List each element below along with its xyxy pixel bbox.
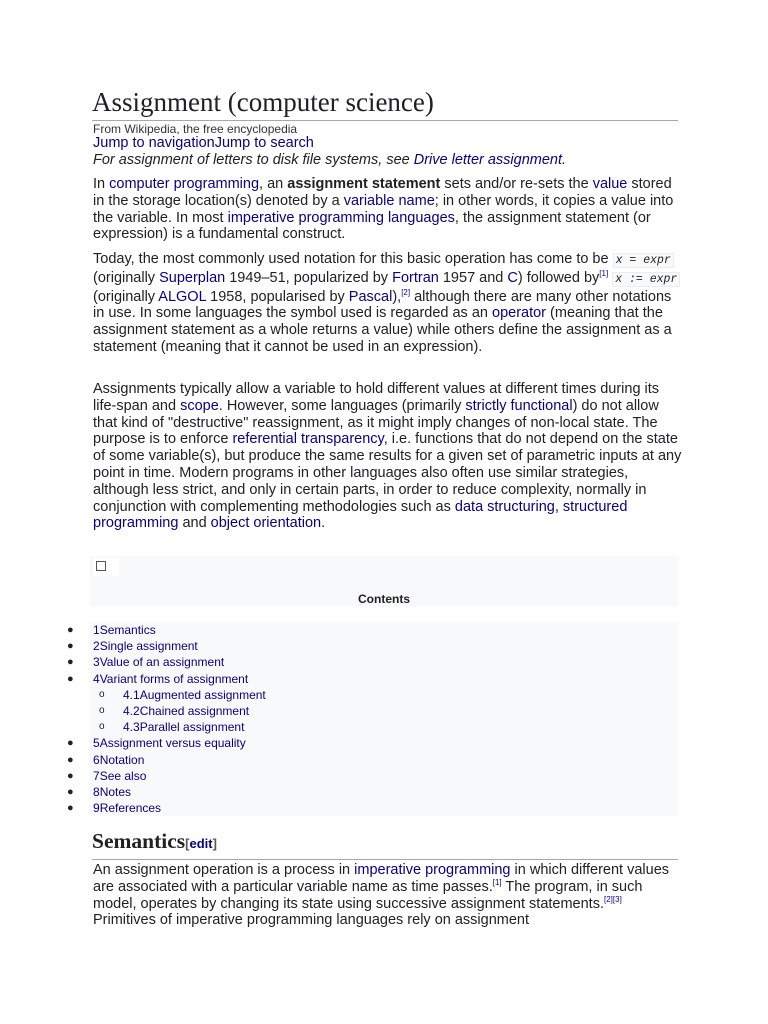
scope-link[interactable]: scope	[180, 397, 219, 414]
checkbox-icon[interactable]	[96, 561, 106, 571]
intro-paragraph-2: Today, the most commonly used notation for this basic operation has come to be x = expr (originally Superplan 1949–51, popularized by Fortran 1957 and C) followed by[1] x := expr (originally ALGOL 1958, popularised by Pascal),[2] although there are many other notations in use. In some languages the symbol used is regarded as an operator (meaning that the assignment statement as a whole returns a value) while others define the assignment as a statement (meaning that it cannot be used in an expression).	[93, 251, 683, 356]
value-link[interactable]: value	[592, 176, 628, 192]
circle-bullet-icon: o	[99, 704, 105, 716]
object-orientation-link[interactable]: object orientation	[210, 515, 322, 532]
bullet-icon: ●	[67, 672, 74, 685]
section-title: Semantics	[92, 829, 186, 853]
toc-item-notation[interactable]: ● 6Notation	[90, 752, 678, 768]
assignment-statement-bold: assignment statement	[287, 176, 441, 192]
toc-toggle[interactable]	[93, 558, 119, 576]
toc-item-notes[interactable]: ● 8Notes	[90, 784, 678, 800]
code-x-equals-expr: x = expr	[613, 253, 674, 268]
intro-paragraph-3: Assignments typically allow a variable to hold different values at different times during its life-span and scope. However, some languages (primarily strictly functional) do not allow that kind of "destructive" reassignment, as it might imply changes of non-local state. The purpose is to enforce referential transparency, i.e. functions that do not depend on the state of some variable(s), but produce the same results for a given set of parametric inputs at any point in time. Modern programs in other languages also often use similar strategies, although less strict, and only in certain parts, in order to reduce complexity, normally in conjunction with complementing methodologies such as data structuring, structured programming and object orientation.	[93, 381, 682, 532]
code-x-colon-equals-expr: x := expr	[612, 272, 680, 287]
toc-item-variant-forms[interactable]: ● 4Variant forms of assignment	[90, 671, 678, 687]
computer-programming-link[interactable]: computer programming	[109, 176, 260, 192]
toc-item-parallel-assignment[interactable]: o 4.3Parallel assignment	[90, 719, 678, 735]
pascal-link[interactable]: Pascal	[348, 288, 393, 305]
semantics-paragraph: An assignment operation is a process in imperative programming in which different values are associated with a particular variable name as time passes.[1] The program, in such model, operates by changing its state using successive assignment statements.[2][3] Primitives of imperative programming languages rely on assignment	[93, 862, 670, 929]
hatnote	[93, 152, 566, 168]
toc-title: Contents	[358, 592, 410, 606]
toc-item-semantics[interactable]: ● 1Semantics	[90, 622, 678, 638]
variable-name-link[interactable]: variable name	[343, 192, 435, 209]
superplan-link[interactable]: Superplan	[159, 269, 226, 286]
jump-to-navigation-link[interactable]: Jump to navigation	[93, 135, 215, 151]
bullet-icon: ●	[67, 769, 74, 782]
hatnote-suffix: .	[562, 152, 567, 168]
toc-item-assignment-versus-equality[interactable]: ● 5Assignment versus equality	[90, 735, 678, 751]
structured-programming-link[interactable]: structured programming	[93, 498, 628, 532]
jump-links	[93, 135, 314, 151]
algol-link[interactable]: ALGOL	[158, 288, 207, 305]
jump-to-search-link[interactable]: Jump to search	[214, 135, 314, 151]
hatnote-text: For assignment of letters to disk file systems, see	[93, 152, 414, 168]
toc-item-references[interactable]: ● 9References	[90, 800, 678, 816]
semantics-heading	[92, 828, 678, 860]
toc-item-value-of-an-assignment[interactable]: ● 3Value of an assignment	[90, 654, 678, 670]
circle-bullet-icon: o	[99, 721, 105, 733]
bullet-icon: ●	[67, 640, 74, 653]
bullet-icon: ●	[67, 802, 74, 815]
toc-item-chained-assignment[interactable]: o 4.2Chained assignment	[90, 703, 678, 719]
intro-paragraph-1: In computer programming, an assignment statement sets and/or re-sets the value stored in the storage location(s) denoted by a variable name; in other words, it copies a value into the variable. In most imperative programming languages, the assignment statement (or expression) is a fundamental construct.	[93, 176, 674, 243]
referential-transparency-link[interactable]: referential transparency	[232, 431, 384, 448]
operator-link[interactable]: operator	[492, 305, 547, 322]
circle-bullet-icon: o	[99, 688, 105, 700]
data-structuring-link[interactable]: data structuring	[454, 498, 555, 515]
toc-list	[0, 622, 768, 816]
edit-link[interactable]: edit	[189, 836, 213, 851]
citation-2-link[interactable]: [2]	[401, 287, 411, 297]
drive-letter-assignment-link[interactable]: Drive letter assignment	[413, 152, 563, 168]
site-tagline: From Wikipedia, the free encyclopedia	[93, 122, 298, 136]
citation-1-link[interactable]: [1]	[492, 877, 502, 887]
toc-item-augmented-assignment[interactable]: o 4.1Augmented assignment	[90, 687, 678, 703]
citation-3-link[interactable]: [3]	[612, 894, 622, 904]
strictly-functional-link[interactable]: strictly functional	[465, 397, 573, 414]
toc-item-see-also[interactable]: ● 7See also	[90, 768, 678, 784]
bullet-icon: ●	[67, 737, 74, 750]
bullet-icon: ●	[67, 624, 74, 636]
page-title: Assignment (computer science)	[92, 86, 678, 121]
bullet-icon: ●	[67, 785, 74, 798]
bullet-icon: ●	[67, 753, 74, 766]
imperative-programming-link[interactable]: imperative programming	[354, 862, 511, 878]
citation-2-link[interactable]: [2]	[604, 894, 613, 904]
citation-1-link[interactable]: [1]	[599, 268, 609, 278]
bullet-icon: ●	[67, 656, 74, 669]
fortran-link[interactable]: Fortran	[392, 269, 439, 286]
c-language-link[interactable]: C	[507, 269, 518, 286]
imperative-programming-languages-link[interactable]: imperative programming languages	[227, 209, 455, 226]
edit-section: [edit]	[185, 836, 217, 851]
toc-item-single-assignment[interactable]: ● 2Single assignment	[90, 638, 678, 654]
